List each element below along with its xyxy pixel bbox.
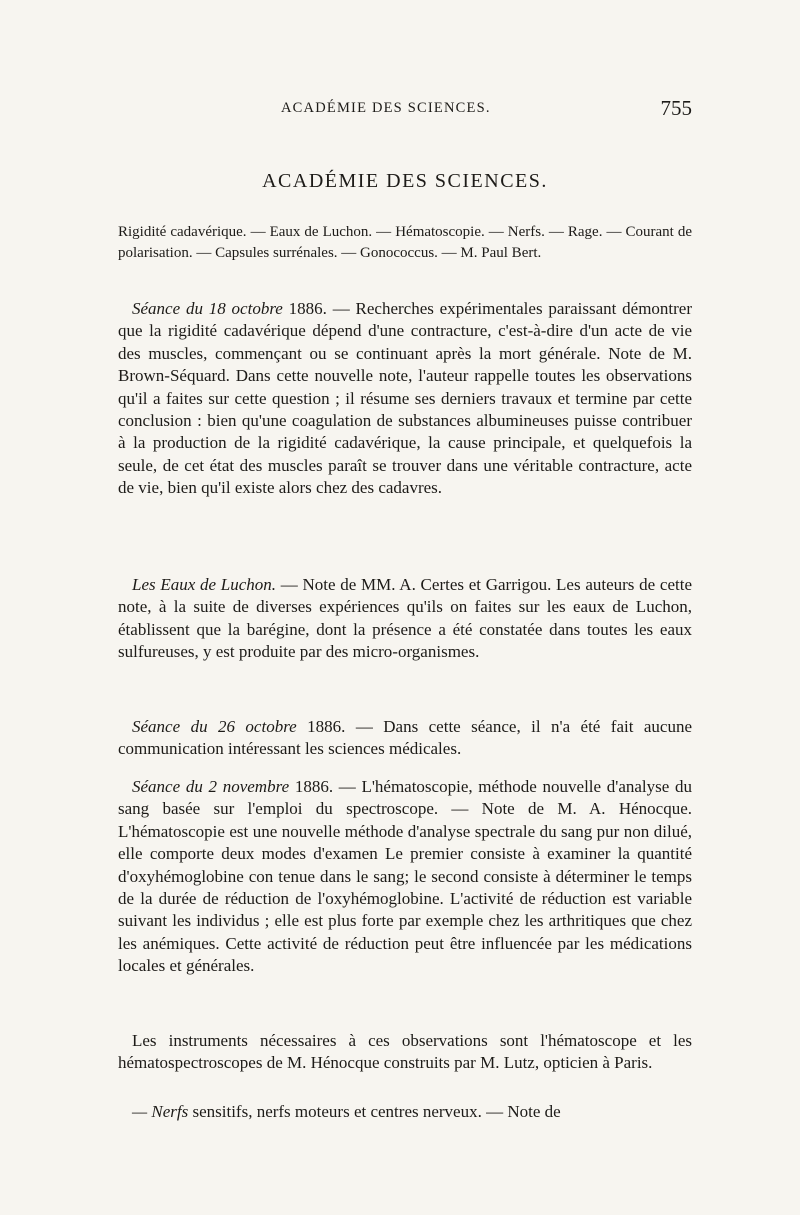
paragraph-text: 1886. — L'hématoscopie, méthode nouvelle d'analyse du sang basée sur l'emploi du spectroscope. — Note de M. A. Hénocque. L'hématoscopie est une nouvelle méthode d'analyse spectrale du sang pur non dilué, elle comporte deux modes d'examen Le premier consiste à examiner la quantité d'oxyhémoglobine con tenue dans le sang; le second consiste à déterminer le temps de la durée de réduction de l'oxyhémoglobine. L'activité de réduction est variable suivant les individus ; elle est plus forte par exemple chez les arthritiques que chez les anémiques. Cette activité de réduction peut être influencée par les médications locales et générales. bbox=[118, 777, 692, 976]
paragraph-lead: Séance du 2 novembre bbox=[132, 777, 290, 796]
paragraph-lead: Séance du 18 octobre bbox=[132, 299, 283, 318]
paragraph-seance-18-octobre bbox=[118, 298, 692, 500]
paragraph-text: 1886. — Dans cette séance, il n'a été fait aucune communication intéressant les sciences médicales. bbox=[118, 717, 693, 759]
paragraph-seance-26-octobre bbox=[118, 716, 692, 761]
paragraph-lead: Séance du 26 octobre bbox=[132, 717, 297, 736]
paragraph-text: sensitifs, nerfs moteurs et centres nerveux. — Note de bbox=[188, 1102, 561, 1121]
summary-line: Rigidité cadavérique. — Eaux de Luchon. — Hématoscopie. — Nerfs. — Rage. — Courant de polarisation. — Capsules surrénales. — Gonococcus. — M. Paul Bert. bbox=[118, 224, 692, 261]
paragraph-text: Les instruments nécessaires à ces observations sont l'hématoscope et les hématospectroscopes de M. Hénocque construits par M. Lutz, opticien à Paris. bbox=[118, 1031, 692, 1073]
paragraph-instruments bbox=[118, 1030, 692, 1075]
page-number: 755 bbox=[660, 96, 692, 120]
running-head-title: ACADÉMIE DES SCIENCES. bbox=[281, 100, 491, 116]
paragraph-text: 1886. — Recherches expérimentales paraissant démontrer que la rigidité cadavérique dépend d'une contracture, c'est-à-dire d'un acte de vie des muscles, commençant ou se continuant après la mort générale. Note de M. Brown-Séquard. Dans cette nouvelle note, l'auteur rappelle toutes les observations qu'il a faites sur cette question ; il résume ses derniers travaux et termine par cette conclusion : bien qu'une coagulation de substances albumineuses puisse contribuer à la production de la rigidité cadavérique, la cause principale, et quelquefois la seule, de cet état des muscles paraît se trouver dans une véritable contracture, acte de vie, bien qu'il existe alors chez des cadavres. bbox=[118, 299, 693, 498]
paragraph-nerfs bbox=[118, 1101, 692, 1123]
paragraph-eaux-de-luchon bbox=[118, 574, 692, 664]
section-title: ACADÉMIE DES SCIENCES. bbox=[262, 170, 548, 192]
paragraph-seance-2-novembre bbox=[118, 776, 692, 978]
paragraph-lead: — Nerfs bbox=[132, 1102, 189, 1121]
paragraph-text: — Note de MM. A. Certes et Garrigou. Les auteurs de cette note, à la suite de diverses expériences qu'ils on faites sur les eaux de Luchon, établissent que la barégine, dont la présence a été constatée dans toutes les eaux sulfureuses, y est produite par des micro-organismes. bbox=[118, 575, 692, 662]
paragraph-lead: Les Eaux de Luchon. bbox=[132, 575, 277, 594]
